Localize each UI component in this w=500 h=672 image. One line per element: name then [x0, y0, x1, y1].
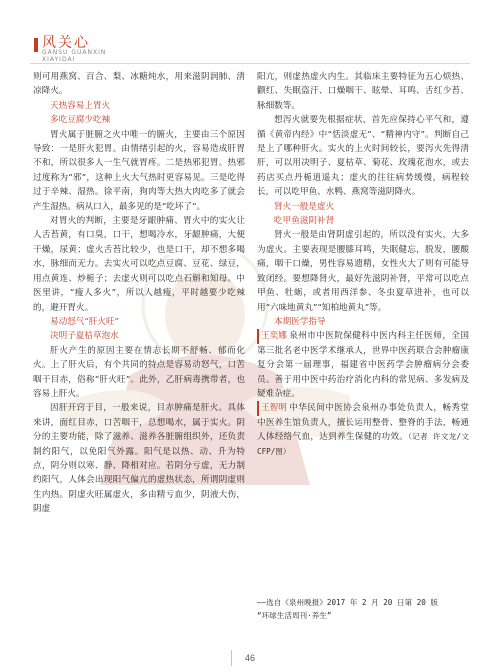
paragraph-text: 肾火一般是由肾阴虚引起的，所以没有实火，大多为虚火。主要表现是腰膝耳鸣，失眠健忘，脱发，腰酸痛，咽干口燥，男性容易遗精，女性火大了则有可能导致闭经。要想降肾火，最好先滋阴补肾，平常可以吃点甲鱼、牡蛎，或者用西洋参、冬虫夏草进补，也可以用“六味地黄丸”“知柏地黄丸”等。 [257, 230, 469, 313]
paragraph [33, 401, 245, 516]
paragraph [257, 228, 469, 314]
left-column [33, 70, 245, 517]
paragraph [33, 344, 245, 402]
paragraph [257, 401, 469, 459]
paragraph [33, 214, 245, 315]
paragraph-text: 胃火属于脏腑之火中唯一的腑火，主要由三个原因导致：一是肝火犯胃。由情绪引起的火，容易造成肝胃不和，所以很多人一生气就胃疼。二是热邪犯胃。热邪过度称为“邪”，这种上火大气热时更容易见。三是吃得过于辛辣、湿热。徐平南，狗肉等大热大肉吃多了就会产生湿热。病从口入，最多见的是“吃坏了”。 [33, 129, 245, 212]
paragraph-text: 泉州市中医院保健科中医内科主任医师，全国第三批名老中医学术继承人，世界中医药联合会肿瘤康复分会第一届理事，福建省中医药学会肿瘤病分会委员。善于用中医中药治疗消化内科的常见病、多发病及疑难杂症。 [257, 331, 469, 399]
paragraph-text: 因肝开窍于目，一般来说，目赤肿痛是肝火。具体来讲，面红目赤，口苦咽干，总想喝水，属于实火。阴分的主要功能，除了滋养、滋养各脏腑组织外，还负责制约阳气，以免阳气外露。阳气是以热、动、升为特点，阴分则以寒、静、降相对应。若阴分亏虚，无力制约阳气，人体会出现阳气偏亢的虚热状态，所谓阴虚则生内热。阴虚火旺属虚火，多由精亏血少，阴液大伤，阴虚 [33, 403, 245, 515]
paragraph-text: 对胃火的判断，主要是牙龈肿痛、胃火中的实火让人舌苔黄，有口臭，口干，想喝冷水，牙龈肿痛，大便干燥，尿黄；虚火舌苔比较少，也是口干，却不想多喝水，脉细而无力。去实火可以吃点豆腐、豆花、绿豆，用点黄连、炒栀子；去虚火则可以吃点石斛和知母。中医里讲，“瘦人多火”，所以人越瘦，平时越要少吃辣的，避开胃火。 [33, 216, 245, 313]
section-heading: 肾火一般是虚火 [274, 201, 335, 212]
paragraph [257, 113, 469, 199]
paragraph-text: 阳亢，则虚热虚火内生。其临床主要特征为五心烦热、颧红、失眠盗汗、口燥咽干、眩晕、耳鸣、舌红少苔、脉细数等。 [257, 72, 469, 111]
paragraph-text: 则可用燕窝、百合、梨、冰糖炖水，用来滋阴润肺、清凉降火。 [33, 72, 245, 97]
section-heading: 多吃豆腐少吃辣 [50, 115, 111, 126]
source-line-1: ——选自《泉州晚报》2017 年 2 月 20 日第 20 版 [257, 598, 439, 607]
paragraph [257, 70, 469, 113]
source-line-2: “环球生活周刊·养生” [257, 611, 332, 620]
section-heading: 本期医学指导 [274, 316, 326, 327]
section-heading: 天热容易上胃火 [50, 100, 111, 111]
doctor-name-tag: 王智明 [257, 401, 287, 415]
paragraph-text: 中华民间中医协会泉州办事处负责人，畅秀堂中医养生馆负责人，擅长运用整骨、整脊的手法，畅通人体经络气血，达到养生保健的功效。 [257, 403, 469, 443]
logo-subtitle-2: XIAYIDAI [42, 56, 76, 63]
magazine-logo: 风关心 [42, 35, 90, 51]
reporter-credit: （记者 许文龙/文 CFP/图） [257, 432, 469, 456]
paragraph-text: 想泻火就要先根据症状，首先应保持心平气和，遵循《黄帝内经》中“恬淡虚无”、“精神内守”。判断自己是上了哪种肝火。实火的上火时间较长，要泻火先得清肝，可以用决明子、夏枯草、菊花、玫瑰花泡水，或去药店买点丹栀逍遥丸；虚火的往往病势缓慢，病程较长，可以吃甲鱼、水鸭、燕窝等滋阴降火。 [257, 115, 469, 198]
paragraph [33, 128, 245, 214]
section-heading: 易动怒气“肝火旺” [50, 316, 119, 327]
paragraph-text: 肝火产生的原因主要在情志长期不舒畅、郁而化火。上了肝火后，有个共同的特点是容易动怒气，口苦咽干目赤，俗称“肝火旺”。此外，乙肝病毒携带者，也容易上肝火。 [33, 345, 245, 399]
section-heading: 吃甲鱼滋阴补肾 [274, 216, 335, 227]
doctor-name-tag: 王奕娜 [257, 329, 287, 343]
right-column [257, 70, 469, 459]
footer-divider [231, 650, 232, 666]
logo-accent [34, 38, 38, 52]
paragraph [33, 70, 245, 99]
page-number: 46 [245, 653, 256, 663]
source-credit [257, 596, 469, 622]
logo-subtitle: GANSU GUANXIN [42, 49, 107, 56]
section-heading: 决明子夏枯草泡水 [50, 331, 119, 342]
page-header [0, 0, 500, 63]
header-divider [30, 63, 470, 64]
paragraph [257, 329, 469, 401]
